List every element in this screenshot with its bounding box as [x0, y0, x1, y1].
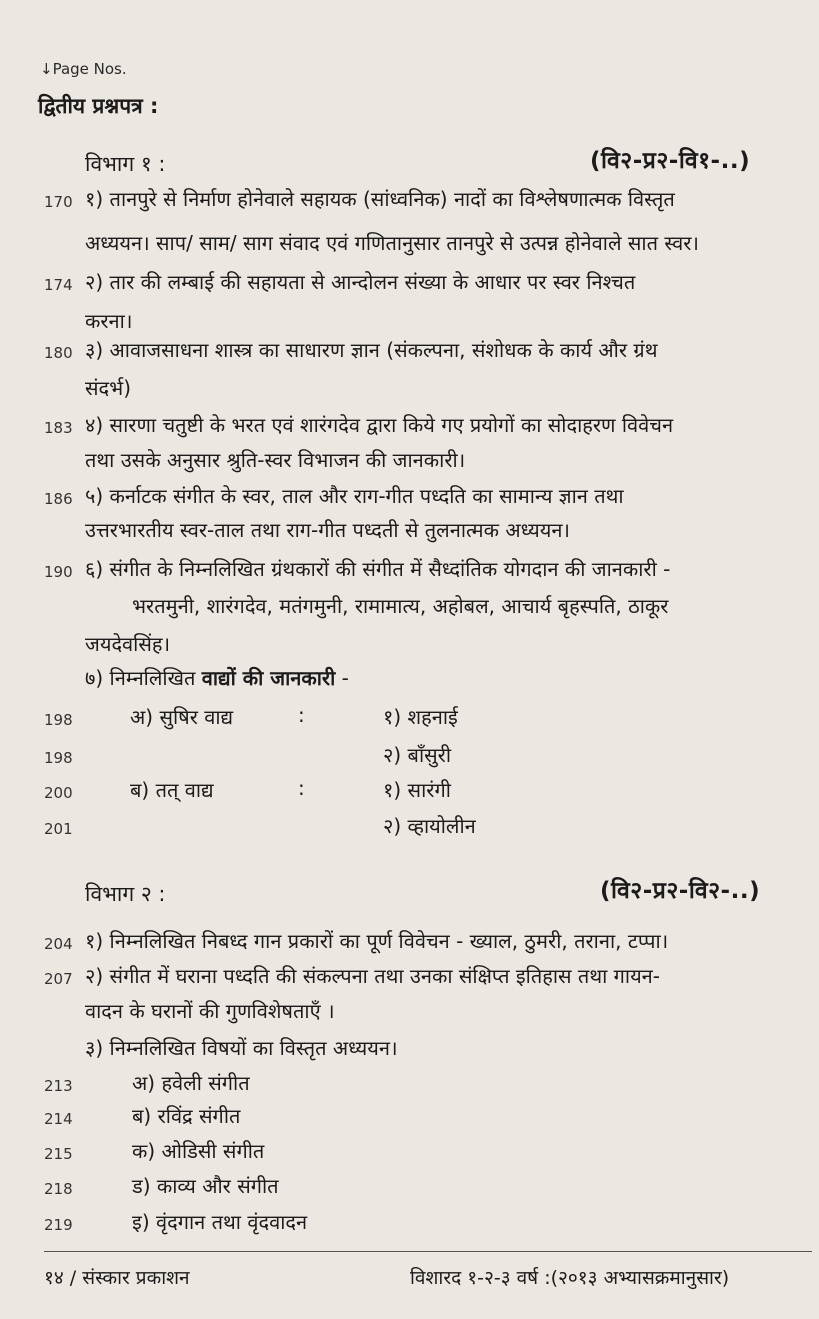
item-text: १) निम्नलिखित निबध्द गान प्रकारों का पूर्ण विवेचन - ख्याल, ठुमरी, तराना, टप्पा। [85, 929, 669, 953]
list-item [0, 1034, 819, 1068]
item-continuation: संदर्भ) [85, 376, 132, 400]
list-item [0, 185, 819, 219]
list-item [0, 962, 819, 996]
item-continuation: भरतमुनी, शारंगदेव, मतंगमुनी, रामामात्य, अहोबल, आचार्य बृहस्पति, ठाकूर [132, 594, 669, 618]
list-item [0, 411, 819, 445]
instrument-name: १) शहनाई [383, 705, 458, 729]
instruments-suffix: - [335, 666, 349, 690]
item-continuation: वादन के घरानों की गुणविशेषताएँ । [85, 999, 335, 1023]
page-number: 186 [44, 490, 73, 508]
topic-text: ड) काव्य और संगीत [132, 1174, 279, 1198]
footer-publisher: १४ / संस्कार प्रकाशन [44, 1267, 190, 1289]
instrument-name: १) सारंगी [383, 778, 451, 802]
instrument-name: २) बाँसुरी [383, 743, 452, 767]
topic-row [0, 1137, 819, 1171]
separator-colon: : [298, 703, 305, 727]
instrument-row [0, 812, 819, 846]
list-item [0, 268, 819, 302]
page-number: 201 [44, 820, 73, 838]
topic-text: ब) रविंद्र संगीत [132, 1104, 241, 1128]
topic-row [0, 1208, 819, 1242]
page-number: 198 [44, 711, 73, 729]
list-item [0, 927, 819, 961]
paper-title: द्वितीय प्रश्नपत्र : [38, 94, 159, 118]
item-text: ३) आवाजसाधना शास्त्र का साधारण ज्ञान (संकल्पना, संशोधक के कार्य और ग्रंथ [85, 338, 658, 362]
instruments-prefix: ७) निम्नलिखित [85, 666, 202, 690]
list-item [0, 555, 819, 589]
topic-text: अ) हवेली संगीत [132, 1071, 250, 1095]
separator-colon: : [298, 776, 305, 800]
page-number: 219 [44, 1216, 73, 1234]
instruments-heading [85, 664, 349, 691]
page-number: 213 [44, 1077, 73, 1095]
item-text: ५) कर्नाटक संगीत के स्वर, ताल और राग-गीत पध्दति का सामान्य ज्ञान तथा [85, 484, 624, 508]
page-number: 174 [44, 276, 73, 294]
page-number: 215 [44, 1145, 73, 1163]
item-text: ४) सारणा चतुष्टी के भरत एवं शारंगदेव द्वारा किये गए प्रयोगों का सोदाहरण विवेचन [85, 413, 674, 437]
page-number: 198 [44, 749, 73, 767]
section-1-title: विभाग १ : [85, 152, 166, 176]
page-number: 183 [44, 419, 73, 437]
item-text: २) तार की लम्बाई की सहायता से आन्दोलन संख्या के आधार पर स्वर निश्चत [85, 270, 636, 294]
item-continuation: तथा उसके अनुसार श्रुति-स्वर विभाजन की जानकारी। [85, 448, 466, 472]
instruments-bold: वाद्यों की जानकारी [201, 666, 336, 690]
item-text: १) तानपुरे से निर्माण होनेवाले सहायक (सांध्वनिक) नादों का विश्लेषणात्मक विस्तृत [85, 187, 675, 211]
instrument-name: २) व्हायोलीन [383, 814, 476, 838]
item-continuation: उत्तरभारतीय स्वर-ताल तथा राग-गीत पध्दती से तुलनात्मक अध्ययन। [85, 518, 570, 542]
footer-divider [44, 1251, 812, 1252]
page-number: 190 [44, 563, 73, 581]
instrument-row [0, 741, 819, 775]
instrument-row [0, 776, 819, 810]
footer-book-title: विशारद १-२-३ वर्ष :(२०१३ अभ्यासक्रमानुसार) [410, 1267, 730, 1289]
page-number: 207 [44, 970, 73, 988]
page-number: 200 [44, 784, 73, 802]
page-number: 204 [44, 935, 73, 953]
page-number: 214 [44, 1110, 73, 1128]
instrument-category: अ) सुषिर वाद्य [130, 705, 234, 729]
instrument-category: ब) तत् वाद्य [130, 778, 214, 802]
instrument-row [0, 703, 819, 737]
page-number: 218 [44, 1180, 73, 1198]
item-continuation: अध्ययन। साप/ साम/ साग संवाद एवं गणितानुसार तानपुरे से उत्पन्न होनेवाले सात स्वर। [85, 231, 699, 255]
item-text: २) संगीत में घराना पध्दति की संकल्पना तथा उनका संक्षिप्त इतिहास तथा गायन- [85, 964, 660, 988]
page-number: 180 [44, 344, 73, 362]
topic-text: क) ओडिसी संगीत [132, 1139, 265, 1163]
list-item [0, 482, 819, 516]
section-2-title: विभाग २ : [85, 882, 166, 906]
topic-row [0, 1102, 819, 1136]
topic-text: इ) वृंदगान तथा वृंदवादन [132, 1210, 308, 1234]
topic-row [0, 1172, 819, 1206]
item-continuation: करना। [85, 309, 133, 333]
page-number: 170 [44, 193, 73, 211]
item-continuation: जयदेवसिंह। [85, 632, 171, 656]
item-text: ६) संगीत के निम्नलिखित ग्रंथकारों की संगीत में सैध्दांतिक योगदान की जानकारी - [85, 557, 671, 581]
page-nos-label: ↓Page Nos. [40, 60, 127, 78]
list-item [0, 336, 819, 370]
item-text: ३) निम्नलिखित विषयों का विस्तृत अध्ययन। [85, 1036, 398, 1060]
section-1-code: (वि२-प्र२-वि१-..) [590, 148, 751, 174]
section-2-code: (वि२-प्र२-वि२-..) [600, 878, 761, 904]
topic-row [0, 1069, 819, 1103]
